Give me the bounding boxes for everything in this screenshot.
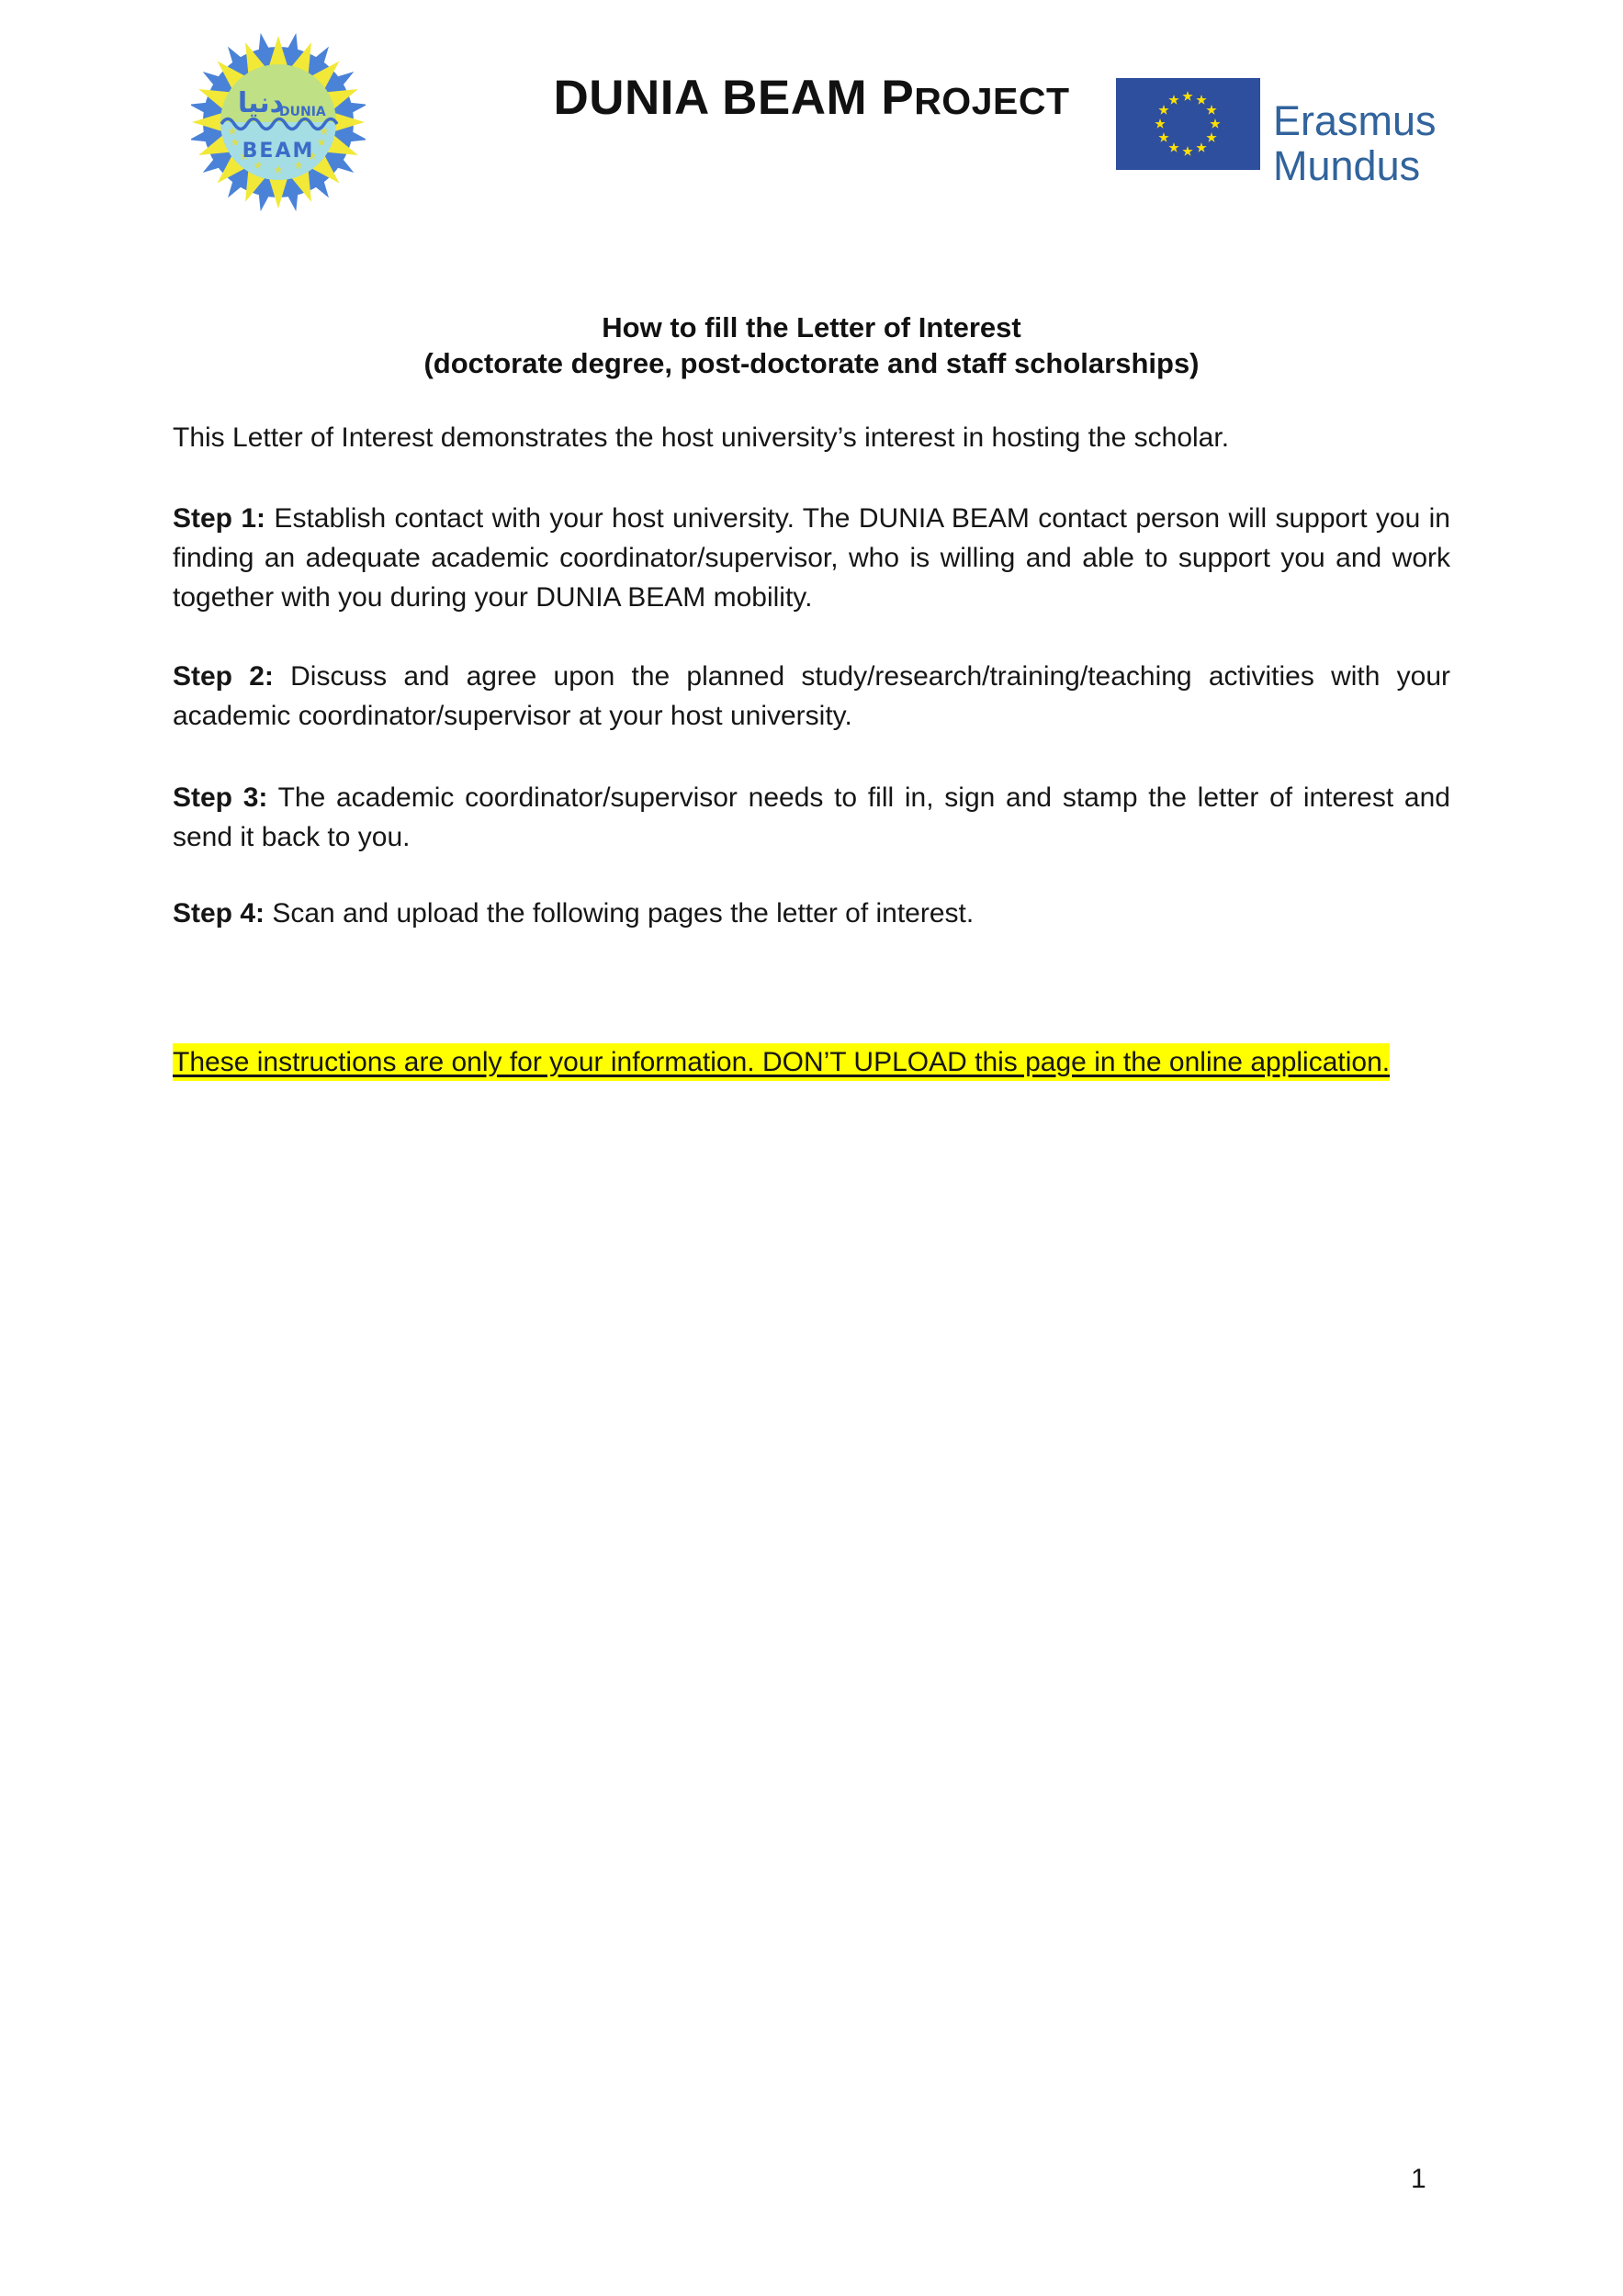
step-2-label: Step 2: xyxy=(173,661,274,692)
document-title-smallcaps: ROJECT xyxy=(914,80,1070,122)
heading-line-1: How to fill the Letter of Interest xyxy=(602,311,1021,343)
erasmus-mundus-logo xyxy=(1116,78,1437,188)
step-4-text: Scan and upload the following pages the letter of interest. xyxy=(265,898,975,929)
page-number: 1 xyxy=(1411,2164,1426,2194)
step-4-paragraph xyxy=(173,894,1450,933)
step-3-label: Step 3: xyxy=(173,782,268,813)
step-1-label: Step 1: xyxy=(173,503,266,534)
step-1-text: Establish contact with your host university. The DUNIA BEAM contact person will support you in finding an adequate academic coordinator/supervisor, who is willing and able to support you and work together with you during your DUNIA BEAM mobility. xyxy=(173,503,1450,613)
erasmus-text-line1: Erasmus xyxy=(1273,97,1437,144)
highlighted-notice-text: These instructions are only for your information. DON’T UPLOAD this page in the online application. xyxy=(173,1043,1390,1081)
intro-paragraph: This Letter of Interest demonstrates the host university’s interest in hosting the scholar. xyxy=(173,422,1230,453)
step-3-text: The academic coordinator/supervisor needs to fill in, sign and stamp the letter of interest and send it back to you. xyxy=(173,782,1450,852)
step-4-label: Step 4: xyxy=(173,898,265,929)
step-3-paragraph xyxy=(173,778,1450,857)
erasmus-mundus-wordmark xyxy=(1273,98,1437,188)
eu-flag-icon xyxy=(1116,78,1260,170)
notice-paragraph xyxy=(173,1038,1450,1087)
heading-line-2: (doctorate degree, post-doctorate and staff scholarships) xyxy=(423,347,1200,379)
logo-dunia-text: DUNIA xyxy=(279,105,326,119)
section-heading xyxy=(173,310,1450,381)
erasmus-text-line2: Mundus xyxy=(1273,142,1421,189)
step-2-text: Discuss and agree upon the planned study/research/training/teaching activities with your academic coordinator/supervisor at your host university. xyxy=(173,661,1450,731)
step-2-paragraph xyxy=(173,657,1450,736)
logo-arabic-text: دنيا xyxy=(237,87,285,119)
document-title-lead: DUNIA BEAM P xyxy=(553,71,915,125)
logo-beam-text: BEAM xyxy=(242,140,315,163)
step-1-paragraph xyxy=(173,499,1450,617)
